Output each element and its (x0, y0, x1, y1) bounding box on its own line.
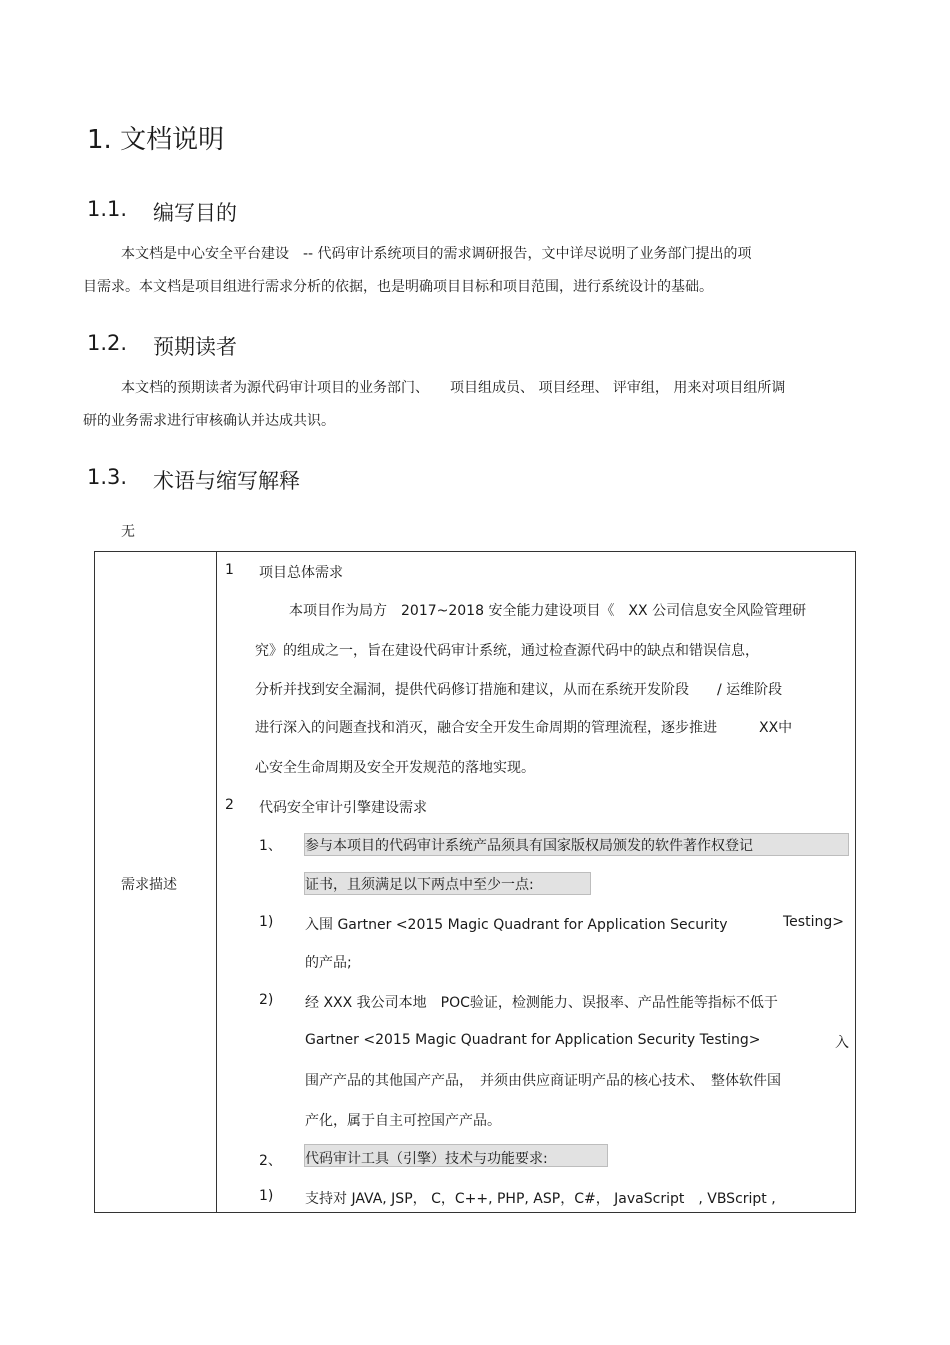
section-1-1-para-line1: 本文档是中心安全平台建设 -- 代码审计系统项目的需求调研报告，文中详尽说明了业务部门提出的项 (121, 246, 752, 262)
sub-1-1-line-1b: Testing> (783, 914, 844, 930)
sub-1-1-line-1a: 入围 Gartner <2015 Magic Quadrant for Application Security (305, 917, 728, 933)
sub-1-2-number: 2) (259, 992, 274, 1008)
item-1-line-1: 本项目作为局方 2017~2018 安全能力建设项目《 XX 公司信息安全风险管理研 (289, 603, 807, 619)
sub-1-2-line-3: 围产产品的其他国产产品， 并须由供应商证明产品的核心技术、 整体软件国 (305, 1073, 781, 1089)
table-content-cell (217, 552, 856, 1213)
table-label-cell (95, 552, 217, 1213)
item-1-line-5: 心安全生命周期及安全开发规范的落地实现。 (255, 760, 535, 776)
section-1-3-title: 术语与缩写解释 (153, 469, 300, 493)
section-1-2-para-line1: 本文档的预期读者为源代码审计项目的业务部门、 项目组成员、 项目经理、 评审组， 用来对项目组所调 (121, 380, 786, 396)
section-1-3-number: 1.3. (87, 465, 128, 489)
item-1-title: 项目总体需求 (259, 565, 343, 581)
sub-1-2-line-2a: Gartner <2015 Magic Quadrant for Application Security Testing> (305, 1032, 761, 1048)
section-1-1-title: 编写目的 (153, 201, 237, 225)
sub-2-1-number: 1) (259, 1188, 274, 1204)
item-1-line-2: 究》的组成之一，旨在建设代码审计系统，通过检查源代码中的缺点和错误信息， (255, 643, 759, 659)
section-1-title: 1. 文档说明 (87, 125, 225, 155)
sub-2-line-1: 代码审计工具（引擎）技术与功能要求: (305, 1151, 548, 1167)
sub-1-2-line-4: 产化，属于自主可控国产产品。 (305, 1113, 501, 1129)
requirements-table (94, 551, 856, 1213)
section-1-1-number: 1.1. (87, 197, 128, 221)
sub-1-2-line-2b: 入 (835, 1035, 849, 1051)
sub-1-1-number: 1) (259, 914, 274, 930)
section-1-1-para-line2: 目需求。本文档是项目组进行需求分析的依据，也是明确项目目标和项目范围，进行系统设计的基础。 (83, 279, 713, 295)
sub-1-1-line-2: 的产品; (305, 955, 352, 971)
section-1-2-title: 预期读者 (153, 335, 237, 359)
section-1-2-para-line2: 研的业务需求进行审核确认并达成共识。 (83, 413, 335, 429)
sub-2-number: 2、 (259, 1153, 282, 1169)
sub-1-line-1: 参与本项目的代码审计系统产品须具有国家版权局颁发的软件著作权登记 (305, 838, 753, 854)
item-2-title: 代码安全审计引擎建设需求 (259, 800, 427, 816)
sub-1-number: 1、 (259, 838, 282, 854)
table-label: 需求描述 (121, 877, 177, 893)
item-2-number: 2 (225, 797, 234, 813)
section-1-2-number: 1.2. (87, 331, 128, 355)
item-1-number: 1 (225, 562, 234, 578)
sub-1-2-line-1: 经 XXX 我公司本地 POC验证，检测能力、误报率、产品性能等指标不低于 (305, 995, 778, 1011)
section-1-3-body: 无 (121, 524, 135, 540)
item-1-line-4: 进行深入的问题查找和消灭，融合安全开发生命周期的管理流程，逐步推进 XX中 (255, 720, 793, 736)
item-1-line-3: 分析并找到安全漏洞，提供代码修订措施和建议，从而在系统开发阶段 / 运维阶段 (255, 682, 783, 698)
sub-1-line-2: 证书，且须满足以下两点中至少一点: (305, 877, 534, 893)
sub-2-1-line-1: 支持对 JAVA, JSP， C，C++, PHP, ASP，C#， JavaScript , VBScript , (305, 1191, 776, 1207)
